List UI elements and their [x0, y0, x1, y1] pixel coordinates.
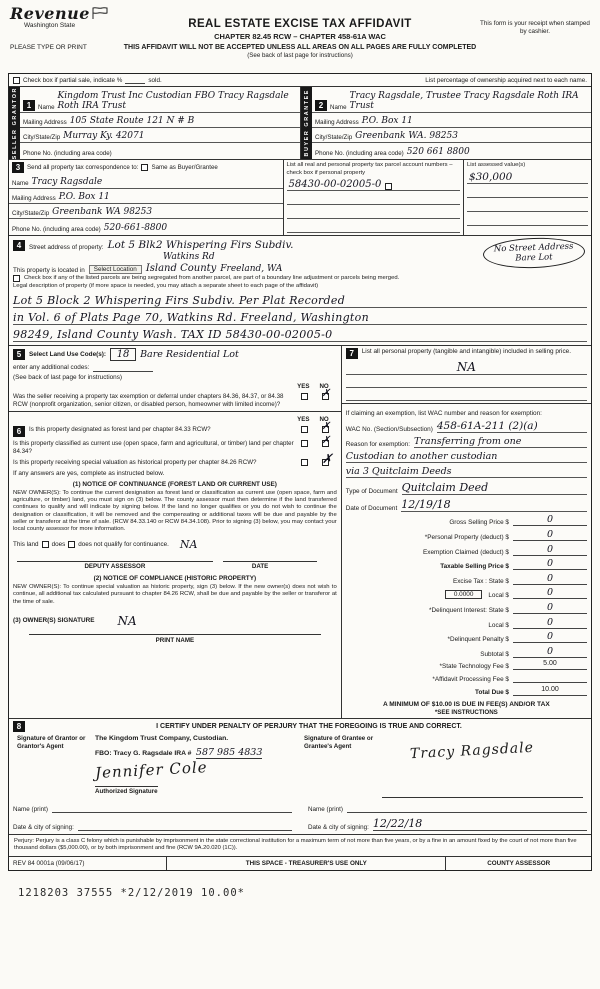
- property-location-section: [9, 236, 591, 346]
- document-date-value: 12/19/18: [401, 497, 451, 511]
- notice-continuance-text: NEW OWNER(S): To continue the current designation as forest land or classification as current use (open space, farm and agriculture, or timber) land, you must sign on (3) below. The county assessor must then determine if the land transferred continues to qualify and will indicate by signing below. If the land no longer qualifies or you do not wish to continue the designation or classification, it will be removed and the compensating or additional taxes will be due and payable by the seller or transferor at the time of sale. (RCW 84.33.140 or RCW 84.34.108). Prior to signing (3) below, you may contact your local county assessor for more information.: [13, 489, 337, 533]
- personal-property-label: List all personal property (tangible and intangible) included in selling price.: [361, 347, 571, 355]
- legal-description-line3: 98249, Island County Wash. TAX ID 58430-00-02005-0: [13, 327, 333, 341]
- parcel-number-field[interactable]: [287, 191, 460, 205]
- fee-label: *Delinquent Interest: State $: [429, 606, 509, 614]
- please-type-note: PLEASE TYPE OR PRINT: [10, 44, 87, 51]
- document-date-field[interactable]: [401, 498, 587, 512]
- section-3-badge: 3: [12, 162, 24, 173]
- assessed-value-field[interactable]: [467, 198, 588, 212]
- correspondence-name-field[interactable]: [9, 174, 283, 189]
- parcel-number-value: 58430-00-02005-0: [288, 179, 382, 191]
- land-use-label: Select Land Use Code(s):: [29, 350, 107, 358]
- exemption-reason-field[interactable]: [346, 466, 587, 478]
- correspondence-city-label: City/State/Zip: [12, 210, 50, 218]
- fee-label: Local $: [488, 592, 509, 600]
- assessed-value-field[interactable]: [467, 170, 588, 184]
- additional-codes-field[interactable]: [93, 364, 153, 372]
- section-2-badge: 2: [315, 100, 327, 111]
- no-street-address-line2: Bare Lot: [515, 252, 554, 264]
- owner-signature-line[interactable]: [29, 634, 320, 635]
- fee-label: Total Due $: [475, 688, 509, 696]
- correspondence-mailing-label: Mailing Address: [12, 195, 56, 203]
- grantor-stamp-line1: The Kingdom Trust Company, Custodian.: [95, 734, 229, 742]
- cashier-receipt-stamp: 1218203 37555 *2/12/2019 10.00*: [18, 886, 245, 899]
- same-as-buyer-checkbox[interactable]: [141, 164, 148, 171]
- no-header: NO: [319, 382, 329, 390]
- legal-description-line2: in Vol. 6 of Plats Page 70, Watkins Rd. Freeland, Washington: [13, 310, 369, 324]
- partial-sale-percent-field[interactable]: [125, 76, 145, 84]
- grantee-date-value: 12/22/18: [372, 816, 423, 830]
- correspondence-section: [9, 160, 591, 236]
- current-use-no-checkbox[interactable]: [321, 435, 331, 447]
- grantor-stamp-line2: FBO: Tracy G. Ragsdale IRA #: [95, 749, 192, 757]
- fee-label: Exemption Claimed (deduct) $: [423, 548, 509, 556]
- buyer-side-label: BUYER GRANTEE: [301, 87, 312, 159]
- exemption-claim-label: If claiming an exemption, list WAC number and reason for exemption:: [345, 409, 542, 417]
- buyer-phone-label: Phone No. (including area code): [315, 150, 404, 157]
- personal-property-field[interactable]: [346, 359, 587, 375]
- fee-value: 0: [546, 587, 553, 599]
- warning-text: THIS AFFIDAVIT WILL NOT BE ACCEPTED UNLESS ALL AREAS ON ALL PAGES ARE FULLY COMPLETED: [123, 44, 477, 51]
- buyer-mailing-field[interactable]: [312, 113, 591, 128]
- fee-field[interactable]: [513, 558, 587, 570]
- correspondence-mailing-field[interactable]: [9, 189, 283, 204]
- does-not-label: does not qualify for continuance.: [78, 540, 169, 548]
- forest-land-section: [9, 412, 341, 648]
- historic-property-question: Is this property receiving special valuation as historical property per chapter 84.26 RCW?: [13, 458, 257, 466]
- print-name-caption: PRINT NAME: [155, 636, 195, 644]
- seller-section: [9, 87, 300, 159]
- fee-field[interactable]: [513, 514, 587, 526]
- fee-label: Subtotal $: [480, 650, 509, 658]
- ownership-note: List percentage of ownership acquired next to each name.: [425, 76, 587, 84]
- grantor-name-print-field[interactable]: [52, 803, 292, 813]
- personal-property-field[interactable]: [346, 375, 587, 388]
- correspondence-name-label: Name: [12, 180, 29, 188]
- fee-field[interactable]: [513, 529, 587, 541]
- same-as-buyer-label: Same as Buyer/Grantee: [151, 164, 218, 172]
- parcel-number-field[interactable]: [287, 219, 460, 233]
- minimum-due-note: A MINIMUM OF $10.00 IS DUE IN FEE(S) AND/OR TAX: [382, 700, 550, 708]
- assessed-value: $30,000: [468, 170, 513, 183]
- parcel-number-field[interactable]: [287, 205, 460, 219]
- buyer-mailing-value: P.O. Box 11: [361, 115, 413, 126]
- seller-city-label: City/State/Zip: [23, 134, 61, 141]
- see-instructions-note: *SEE INSTRUCTIONS: [434, 708, 498, 716]
- personal-property-field[interactable]: [346, 388, 587, 401]
- fee-value: 0: [546, 645, 553, 657]
- fee-field[interactable]: [513, 660, 587, 670]
- land-use-section: [9, 346, 341, 413]
- fee-label: *Affidavit Processing Fee $: [432, 675, 509, 683]
- x-mark-icon: ✗: [321, 387, 331, 399]
- seller-city-value: Murray Ky. 42071: [63, 130, 145, 141]
- grantor-ira-value: 587 985 4833: [195, 746, 263, 758]
- seller-mailing-label: Mailing Address: [23, 119, 67, 126]
- correspondence-city-field[interactable]: [9, 204, 283, 219]
- page-title: REAL ESTATE EXCISE TAX AFFIDAVIT: [188, 18, 412, 30]
- legal-description-field[interactable]: [13, 291, 587, 308]
- seller-phone-label: Phone No. (including area code): [23, 150, 112, 157]
- exemption-reason-label: Reason for exemption:: [345, 440, 411, 448]
- owners-signature-label: (3) OWNER(S) SIGNATURE: [13, 617, 95, 625]
- grantor-signature-value: Jennifer Cole: [94, 757, 208, 782]
- street-address-label: Street address of property:: [29, 244, 104, 252]
- seller-name-field[interactable]: [20, 87, 300, 113]
- personal-property-section: [341, 346, 591, 718]
- does-label: does: [51, 540, 66, 548]
- assessed-value-header: List assessed value(s): [466, 162, 526, 169]
- fee-value: 0: [546, 529, 553, 541]
- document-type-label: Type of Document: [345, 487, 398, 495]
- fee-label: Taxable Selling Price $: [440, 563, 509, 571]
- chapter-subtitle: CHAPTER 82.45 RCW – CHAPTER 458-61A WAC: [214, 32, 386, 41]
- form-body: [8, 73, 592, 871]
- grantee-name-print-label: Name (print): [308, 805, 343, 813]
- x-mark-icon: ✗: [321, 421, 331, 433]
- forest-yes-checkbox[interactable]: [301, 426, 308, 433]
- treasurer-space-label: THIS SPACE - TREASURER'S USE ONLY: [166, 857, 445, 870]
- document-date-label: Date of Document: [345, 504, 398, 512]
- this-land-label: This land: [13, 540, 39, 548]
- grantee-name-print-field[interactable]: [347, 803, 587, 813]
- fee-value: 0: [546, 514, 553, 526]
- fee-value: 10.00: [541, 685, 559, 693]
- yes-header: YES: [297, 382, 310, 390]
- fee-value: 0: [546, 572, 553, 584]
- perjury-statement: Perjury: Perjury is a class C felony which is punishable by imprisonment in the state correctional institution for a maximum term of not more than five years, or by a fine in an amount fixed by the court of not more than five thousand dollars ($5,000.00), or by both imprisonment and fine (RCW 9A.20.020 (1C)).: [9, 835, 591, 857]
- rev-number: REV 84 0001a (09/06/17): [13, 859, 85, 867]
- land-use-value: Bare Residential Lot: [140, 348, 239, 360]
- grantor-date-city-field[interactable]: [78, 821, 292, 831]
- seller-city-field[interactable]: [20, 128, 300, 143]
- form-header: [8, 4, 592, 70]
- additional-codes-label: enter any additional codes:: [13, 364, 90, 372]
- date-caption: DATE: [251, 562, 269, 570]
- buyer-phone-value: 520 661 8800: [406, 146, 470, 157]
- correspondence-phone-label: Phone No. (including area code): [12, 226, 101, 234]
- legal-description-label: Legal description of property (if more space is needed, you may attach a separate sheet to each page of the affidavit): [13, 283, 319, 290]
- grantee-date-city-label: Date & city of signing:: [308, 823, 369, 831]
- owners-signature-na: NA: [117, 613, 137, 628]
- fee-value: 0: [546, 543, 553, 555]
- forest-no-checkbox[interactable]: [321, 421, 331, 433]
- certify-statement: I CERTIFY UNDER PENALTY OF PERJURY THAT THE FOREGOING IS TRUE AND CORRECT.: [156, 722, 462, 730]
- grantor-signature-label: Signature of Grantor or Grantor's Agent: [17, 734, 86, 750]
- select-location-dropdown[interactable]: Select Location: [89, 265, 142, 274]
- section-1-badge: 1: [23, 100, 35, 111]
- segregated-label: Check box if any of the listed parcels are being segregated from another parcel, are part of a boundary line adjustment or parcels being merged.: [24, 275, 400, 282]
- see-back-instructions: (See back of last page for instructions): [13, 373, 123, 381]
- section-5-badge: 5: [13, 349, 25, 360]
- assessed-value-field[interactable]: [467, 184, 588, 198]
- notice-compliance-title: (2) NOTICE OF COMPLIANCE (HISTORIC PROPERTY): [93, 574, 257, 582]
- deputy-date-line[interactable]: [223, 561, 318, 562]
- notice-compliance-text: NEW OWNER(S): To continue special valuation as historic property, sign (3) below. If the new owner(s) does not wish to continue, all additional tax calculated pursuant to chapter 84.26 RCW, shall be due and payable by the seller or transferor at the time of sale.: [13, 583, 337, 605]
- buyer-city-label: City/State/Zip: [315, 134, 353, 141]
- see-back-note: (See back of last page for instructions): [247, 52, 353, 59]
- segregated-checkbox[interactable]: [13, 275, 20, 282]
- partial-sale-row: [9, 74, 591, 87]
- fee-field[interactable]: [513, 631, 587, 643]
- seller-side-label: SELLER GRANTOR: [9, 87, 20, 159]
- fee-value: 0: [546, 616, 553, 628]
- fee-field[interactable]: [513, 686, 587, 696]
- no-header: NO: [319, 416, 329, 424]
- no-street-address-line1: No Street Address: [494, 241, 574, 255]
- seller-mailing-value: 105 State Route 121 N # B: [69, 115, 195, 126]
- logo-word: Revenue: [10, 4, 90, 23]
- fee-label: *State Technology Fee $: [439, 663, 509, 671]
- personal-property-checkbox[interactable]: [385, 183, 392, 190]
- grantee-date-city-field[interactable]: [373, 817, 587, 831]
- fee-label: *Personal Property (deduct) $: [424, 534, 509, 542]
- correspondence-phone-value: 520-661-8800: [103, 222, 168, 233]
- personal-property-value: NA: [456, 359, 476, 374]
- legal-description-field[interactable]: [13, 325, 587, 342]
- buyer-phone-field[interactable]: [312, 143, 591, 158]
- form-footer: [9, 857, 591, 870]
- x-mark-icon: ✗: [321, 451, 333, 467]
- historic-yes-checkbox[interactable]: [301, 459, 308, 466]
- correspondence-mailing-value: P.O. Box 11: [58, 191, 110, 202]
- deputy-assessor-caption: DEPUTY ASSESSOR: [84, 562, 146, 570]
- exemption-reason-value3: via 3 Quitclaim Deeds: [345, 465, 452, 477]
- partial-sale-label: Check box if partial sale, indicate %: [23, 76, 123, 84]
- send-correspondence-label: Send all property tax correspondence to:: [27, 164, 139, 172]
- fee-field[interactable]: [513, 617, 587, 629]
- logo-state: Washington State: [24, 22, 76, 29]
- fee-field[interactable]: [513, 573, 587, 585]
- buyer-name-field[interactable]: [312, 87, 591, 113]
- legal-description-line1: Lot 5 Block 2 Whispering Firs Subdiv. Per Plat Recorded: [13, 293, 346, 307]
- fee-field[interactable]: [513, 587, 587, 599]
- current-use-yes-checkbox[interactable]: [301, 440, 308, 447]
- document-type-field[interactable]: [402, 481, 587, 495]
- fee-value: 0: [546, 601, 553, 613]
- located-city-value: Freeland, WA: [220, 264, 283, 275]
- land-use-code-field[interactable]: 18: [110, 348, 136, 361]
- fee-field[interactable]: [513, 544, 587, 556]
- tax-exemption-question: Was the seller receiving a property tax exemption or deferral under chapters 84.36, 84.37, or 84.38 RCW (nonprofit organization, senior citizen, or disabled person, homeowner with limited income)?: [13, 392, 284, 408]
- fee-field[interactable]: [513, 602, 587, 614]
- located-in-label: This property is located in: [13, 267, 85, 275]
- fee-value: 5.00: [543, 660, 557, 668]
- partial-sold-label: sold.: [148, 76, 162, 84]
- correspondence-name-value: Tracy Ragsdale: [31, 176, 103, 187]
- receipt-note: This form is your receipt when stamped by cashier.: [480, 20, 590, 36]
- section-4-badge: 4: [13, 240, 25, 251]
- authorized-signature-caption: Authorized Signature: [95, 787, 158, 795]
- seller-phone-field[interactable]: [20, 143, 300, 158]
- exemption-no-checkbox[interactable]: [321, 387, 331, 400]
- continuance-na-value: NA: [179, 537, 198, 551]
- deputy-assessor-signature-line[interactable]: [17, 561, 213, 562]
- x-mark-icon: ✗: [321, 435, 331, 447]
- seller-name-value: Kingdom Trust Inc Custodian FBO Tracy Ragsdale Roth IRA Trust: [57, 91, 289, 111]
- does-checkbox[interactable]: [42, 541, 49, 548]
- if-yes-note: If any answers are yes, complete as instructed below.: [13, 469, 165, 477]
- seller-mailing-field[interactable]: [20, 113, 300, 128]
- correspondence-phone-field[interactable]: [9, 219, 283, 234]
- fee-value: 0: [546, 631, 553, 643]
- does-not-checkbox[interactable]: [68, 541, 75, 548]
- buyer-name-label: Name: [330, 104, 347, 111]
- street-address-value: Lot 5 Blk2 Whispering Firs Subdiv.: [107, 239, 294, 252]
- grantee-signature-value: Tracy Ragsdale: [409, 739, 535, 762]
- fee-field[interactable]: [513, 646, 587, 658]
- exemption-yes-checkbox[interactable]: [301, 393, 308, 400]
- current-use-question: Is this property classified as current use (open space, farm and agricultural, or timber) land per chapter 84.34?: [13, 440, 294, 456]
- seller-name-label: Name: [38, 104, 55, 111]
- buyer-section: [300, 87, 591, 159]
- wac-number-field[interactable]: [437, 420, 587, 433]
- revenue-logo: [10, 4, 108, 29]
- legal-description-field[interactable]: [13, 308, 587, 325]
- historic-no-checkbox[interactable]: [321, 451, 333, 467]
- grantor-date-city-label: Date & city of signing:: [13, 823, 74, 831]
- fee-field[interactable]: [513, 673, 587, 683]
- buyer-city-value: Greenbank WA. 98253: [355, 130, 458, 141]
- parcel-number-field[interactable]: [287, 177, 460, 191]
- fee-label: Local $: [488, 621, 509, 629]
- seller-buyer-sections: [9, 87, 591, 160]
- wac-number-label: WAC No. (Section/Subsection): [345, 425, 433, 433]
- exemption-reason-value1: Transferring from one: [414, 435, 522, 447]
- section-6-badge: 6: [13, 426, 25, 437]
- fee-value: 0: [546, 558, 553, 570]
- fee-label: *Delinquent Penalty $: [447, 636, 509, 644]
- partial-sale-checkbox[interactable]: [13, 77, 20, 84]
- buyer-city-field[interactable]: [312, 128, 591, 143]
- section-7-badge: 7: [346, 348, 358, 359]
- street-address-value2: Watkins Rd: [163, 252, 215, 263]
- grantee-signature-label: Signature of Grantee or Grantee's Agent: [304, 734, 374, 750]
- buyer-mailing-label: Mailing Address: [315, 119, 359, 126]
- wac-number-value: 458-61A-211 (2)(a): [436, 419, 538, 432]
- local-rate-box: 0.0000: [445, 590, 483, 599]
- fee-label: Gross Selling Price $: [449, 519, 509, 527]
- correspondence-city-value: Greenbank WA 98253: [52, 206, 153, 217]
- notice-continuance-title: (1) NOTICE OF CONTINUANCE (FOREST LAND OR CURRENT USE): [72, 480, 277, 488]
- flag-icon: [92, 6, 108, 24]
- yes-header: YES: [297, 416, 310, 424]
- located-county-value: Island County: [145, 263, 217, 275]
- buyer-name-value: Tracy Ragsdale, Trustee Tracy Ragsdale Roth IRA Trust: [349, 91, 579, 111]
- signature-section: [9, 719, 591, 835]
- grantor-name-print-label: Name (print): [13, 805, 48, 813]
- assessed-value-field[interactable]: [467, 212, 588, 226]
- fee-label: Excise Tax : State $: [452, 577, 509, 585]
- section-8-badge: 8: [13, 721, 25, 732]
- forest-land-question: Is this property designated as forest land per chapter 84.33 RCW?: [29, 426, 211, 434]
- mid-band: [9, 346, 591, 719]
- county-assessor-label: COUNTY ASSESSOR: [445, 857, 591, 870]
- document-type-value: Quitclaim Deed: [401, 480, 489, 494]
- exemption-reason-field[interactable]: [414, 436, 587, 448]
- parcel-numbers-header: List all real and personal property tax parcel account numbers – check box if personal property: [286, 162, 453, 176]
- exemption-reason-field[interactable]: [346, 451, 587, 463]
- exemption-reason-value2: Custodian to another custodian: [345, 450, 498, 462]
